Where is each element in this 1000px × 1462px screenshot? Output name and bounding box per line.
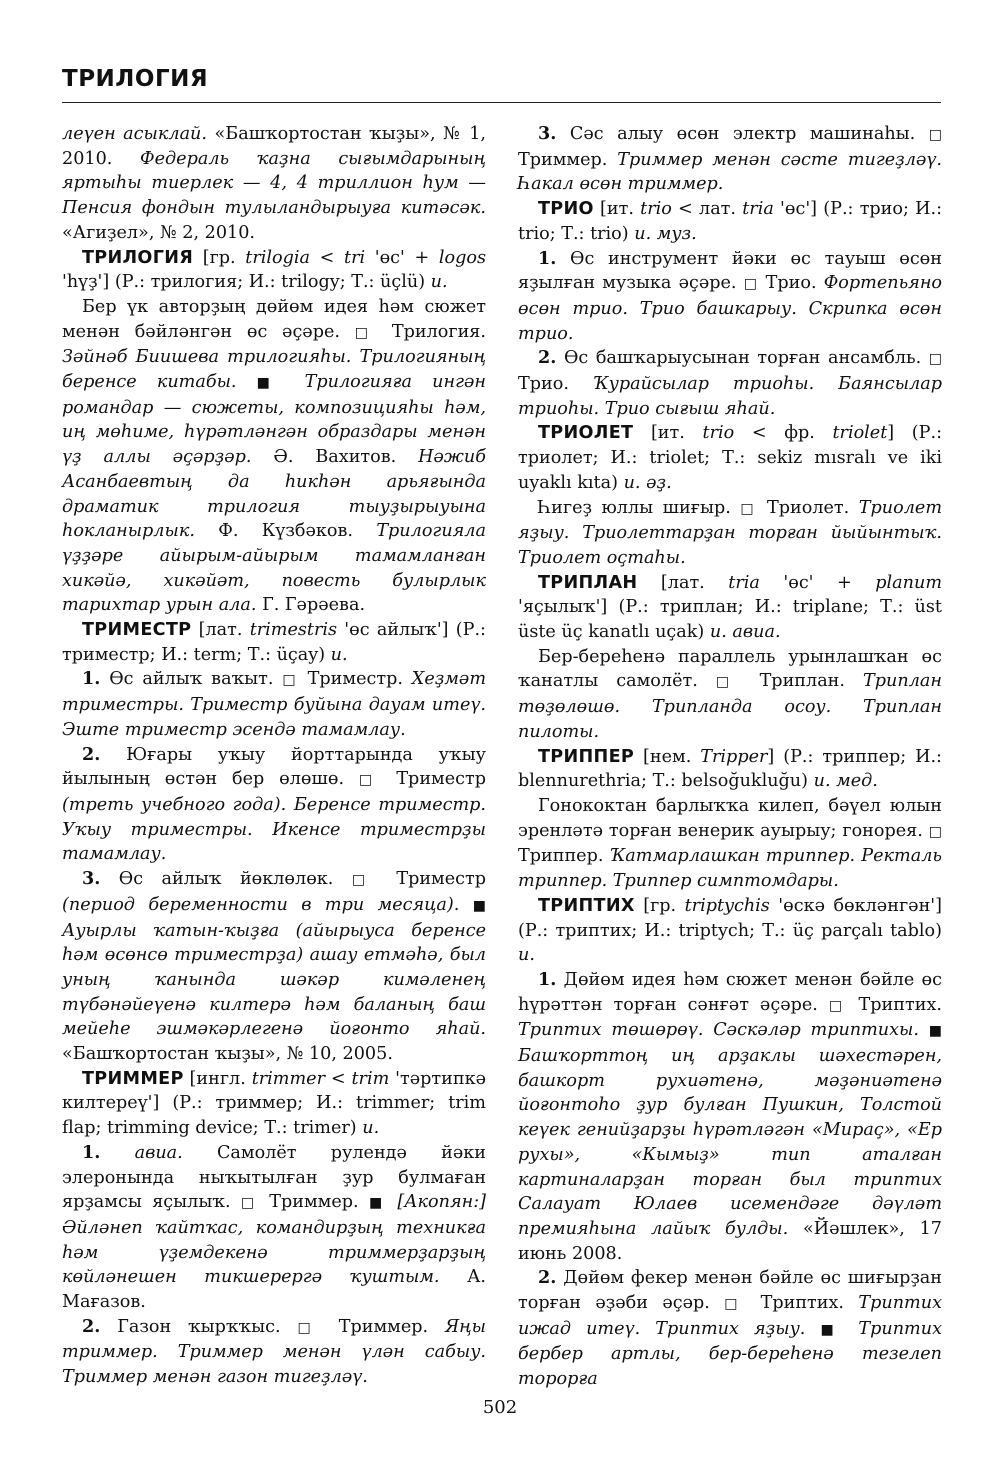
text-run: Г. Гәрәева. xyxy=(262,595,366,616)
text-run: А. Мағазов. xyxy=(62,1267,486,1313)
italic-example: и. әҙ. xyxy=(623,472,672,493)
text-run: [нем. xyxy=(634,746,701,767)
italic-example: Триплан төҙөлөшө. Трипланда осоу. Триплан пилоты. xyxy=(518,671,942,742)
left-column xyxy=(62,122,486,1390)
text-run: Триместр xyxy=(377,869,487,890)
definition-paragraph xyxy=(62,295,486,618)
definition-paragraph xyxy=(62,667,486,742)
italic-example: и. xyxy=(430,272,448,293)
headword: ТРИПЛАН xyxy=(538,572,638,593)
italic-example: Триптих төшөрөү. Сәскәләр триптихы. xyxy=(518,1020,929,1041)
italic-example: Триптих ижад итеү. Триптих яҙыу. xyxy=(518,1293,942,1339)
definition-paragraph xyxy=(518,247,942,347)
text-run: Самолёт рулендә йәки элеронында ныҡытылған ҙур булмаған ярҙамсы яҫылыҡ. xyxy=(62,1142,486,1213)
italic-example: planum xyxy=(875,572,943,593)
headword: ТРИМЕСТР xyxy=(82,620,192,641)
text-run: [лат. xyxy=(637,572,729,593)
filled-square-icon: ■ xyxy=(472,897,486,914)
definition-paragraph xyxy=(518,346,942,421)
text-run: 'һүҙ'] (Р.: трилогия; И.: trilogy; Т.: üçlü) xyxy=(62,272,431,293)
text-run: < фр. xyxy=(734,423,833,444)
running-title: ТРИЛОГИЯ xyxy=(62,66,209,92)
italic-example: Фортепьяно өсөн трио. Трио башкарыу. Скрипка өсөн трио. xyxy=(518,273,942,344)
text-run: Триплан. xyxy=(741,671,864,692)
definition-paragraph xyxy=(518,968,942,1266)
text-run: Триммер. xyxy=(258,1192,369,1213)
italic-example: tria xyxy=(742,199,774,220)
text-run: Триммер. xyxy=(321,1316,445,1337)
text-run: Трилогия. xyxy=(377,321,486,342)
sense-number: 1. xyxy=(82,1141,101,1163)
open-square-icon: □ xyxy=(828,997,848,1014)
open-square-icon: □ xyxy=(928,823,942,840)
italic-example: triptychis xyxy=(684,895,770,916)
italic-example: и. xyxy=(362,1118,380,1139)
open-square-icon: □ xyxy=(358,772,382,789)
italic-example: Трилогияға ингән романдар — сюжеты, композицияһы һәм, иң мөһиме, һүрәтләнгән образдары менән үҙ аллы әҫәрҙәр. xyxy=(62,372,486,468)
dictionary-entry-header xyxy=(518,571,942,645)
sense-number: 3. xyxy=(82,868,101,890)
italic-example: Триптих бербер артлы, бер-береһенә тезелеп торорға xyxy=(518,1318,942,1390)
definition-paragraph xyxy=(62,1315,486,1390)
text-run: Триппер. xyxy=(518,846,610,867)
italic-example: trilogia xyxy=(245,247,310,268)
text-run: Өс айлыҡ ваҡыт. xyxy=(100,669,283,690)
italic-example: Триолет яҙыу. Триолеттарҙан торған йыйынтыҡ. Триолет оҫтаһы. xyxy=(518,497,942,568)
italic-example: Хеҙмәт триместры. Триместр буйына дауам итеү. Эште триместр эсендә тамамлау. xyxy=(62,669,487,740)
text-run: Триместр. xyxy=(298,669,412,690)
sense-number: 1. xyxy=(538,968,557,990)
text-run: 'тәртипкә килтереү'] (Р.: триммер; И.: trimmer; trim flap; trimming device; Т.: trimer) xyxy=(62,1068,486,1139)
italic-example: Ҡурайсылар триоһы. Баянсылар триоһы. Трио сығыш яһай. xyxy=(518,374,942,419)
text-run: ] (Р.: триолет; И.: triolet; Т.: sekiz mısralı ve iki uyaklı kıta) xyxy=(518,423,942,493)
italic-example: logos xyxy=(438,247,486,268)
text-run: [лат. xyxy=(191,620,250,641)
open-square-icon: □ xyxy=(240,1195,259,1212)
text-run: Дөйөм фекер менән бәйле өс шиғырҙан торған әҙәби әҫәр. xyxy=(518,1268,942,1314)
text-run: [ит. xyxy=(593,199,641,220)
headword: ТРИПТИХ xyxy=(538,895,635,916)
italic-example: Федераль ҡаҙна сығымдарының яртыһы тиерлек — 4, 4 триллион һум — Пенсия фондын тулыландырыуға китәсәк. xyxy=(62,148,487,219)
sense-number: 2. xyxy=(82,743,101,765)
text-run xyxy=(100,1143,134,1163)
italic-example: Триммер менән сәсте тигеҙләү. Һакал өсөн триммер. xyxy=(518,149,942,195)
headword: ТРИЛОГИЯ xyxy=(82,247,194,268)
text-run: 'өс' + xyxy=(759,572,876,593)
text-run: < xyxy=(310,247,345,268)
open-square-icon: □ xyxy=(724,1296,747,1313)
italic-example: (треть учебного года). Беренсе триместр. Уҡыу триместры. Икенсе триместрҙы тамамлау. xyxy=(62,794,486,865)
dictionary-entry-header xyxy=(62,1067,486,1141)
dictionary-entry-header xyxy=(518,894,942,968)
text-run: 'яҫылыҡ'] (Р.: триплан; И.: triplane; Т.: üst üste üç kanatlı uçak) xyxy=(518,597,942,643)
sense-number: 3. xyxy=(538,123,557,144)
italic-example: trim xyxy=(351,1068,390,1089)
text-run: Триместр xyxy=(381,769,486,790)
text-run: Өс башҡарыусынан торған ансамбль. xyxy=(556,348,929,369)
italic-example: Tripper xyxy=(700,746,768,767)
text-run: 'өс'] (Р.: трио; И.: trio; Т.: trio) xyxy=(518,199,943,244)
text-run: [ингл. xyxy=(183,1068,252,1089)
open-square-icon: □ xyxy=(740,500,758,517)
sense-number: 1. xyxy=(538,247,557,269)
page-number: 502 xyxy=(482,1397,518,1418)
definition-paragraph xyxy=(518,122,942,197)
text-run: Триммер. xyxy=(518,149,618,170)
text-run: < лат. xyxy=(671,199,743,220)
sense-number: 2. xyxy=(82,1315,101,1337)
text-run: 'өс' + xyxy=(365,247,439,268)
italic-example: trio xyxy=(640,199,672,220)
text-run: Триптих. xyxy=(847,994,942,1015)
text-run: [гр. xyxy=(634,895,685,916)
text-run: < xyxy=(325,1068,352,1089)
open-square-icon: □ xyxy=(297,1319,322,1336)
text-run: 'өскә бөкләнгән'] (Р.: триптих; И.: triptych; Т.: üç parçalı tablo) xyxy=(518,895,942,941)
definition-paragraph xyxy=(518,645,942,745)
definition-paragraph xyxy=(62,867,486,1067)
right-column xyxy=(518,122,942,1392)
text-run: Өс инструмент йәки өс тауыш өсөн яҙылған музыка әҫәре. xyxy=(518,248,942,294)
italic-example: trio xyxy=(702,423,735,444)
dictionary-entry-header xyxy=(62,246,486,295)
italic-example: trimestris xyxy=(249,620,338,641)
dictionary-entry-header xyxy=(518,745,942,794)
definition-paragraph xyxy=(518,1266,942,1392)
italic-example: Нәжиб Асанбаевтың да һикһән арьяғында драматик трилогия тыуҙырыуына һокланырлык. xyxy=(62,447,486,542)
italic-example: и. авиа. xyxy=(709,622,781,643)
italic-example: tria xyxy=(728,572,760,593)
sense-number: 2. xyxy=(538,347,557,369)
open-square-icon: □ xyxy=(715,674,742,691)
text-run: «Агиҙел», № 2, 2010. xyxy=(62,222,255,243)
filled-square-icon: ■ xyxy=(256,375,285,392)
text-run: Газон ҡырҡҡыс. xyxy=(100,1316,298,1337)
italic-example: triolet xyxy=(832,423,888,444)
dictionary-entry-header xyxy=(62,618,486,667)
italic-example: и. мед. xyxy=(813,771,878,792)
text-run: 'өс айлыҡ'] (Р.: триместр; И.: term; Т.: üçay) xyxy=(62,620,486,665)
sense-number: 2. xyxy=(538,1267,557,1289)
dictionary-entry-header xyxy=(518,421,942,495)
open-square-icon: □ xyxy=(928,351,942,368)
text-run: Бер үк авторҙың дөйөм идея һәм сюжет менән бәйләнгән өс әҫәре. xyxy=(62,296,486,342)
definition-paragraph xyxy=(518,496,942,571)
text-run: [ит. xyxy=(633,423,703,444)
italic-example: и. xyxy=(330,644,348,665)
text-run: Триптих. xyxy=(746,1293,859,1314)
headword: ТРИО xyxy=(538,199,594,220)
text-run: Гонококтан барлыҡҡа килеп, бәүел юлын эренләтә торған венерик ауырыу; гонорея. xyxy=(518,795,942,841)
italic-example: Ҡатмарлашкан триппер. Ректаль триппер. Триппер симптомдары. xyxy=(518,846,942,892)
headword: ТРИОЛЕТ xyxy=(538,423,634,444)
text-run: Һигеҙ юллы шиғыр. xyxy=(538,497,741,518)
filled-square-icon: ■ xyxy=(369,1195,387,1212)
text-run: Трио. xyxy=(758,273,824,294)
italic-example: tri xyxy=(344,247,366,268)
text-run: [гр. xyxy=(193,247,246,268)
filled-square-icon: ■ xyxy=(820,1321,844,1338)
text-run: Ә. Вахитов. xyxy=(273,447,419,468)
text-run: Трио. xyxy=(518,374,593,395)
text-run: Ф. Күзбәков. xyxy=(218,521,377,542)
text-run: Юғары уҡыу йорттарында уҡыу йылының өстән бер өлөшө. xyxy=(62,744,486,790)
text-run: «Башҡортостан ҡыҙы», № 1, 2010. xyxy=(62,124,487,169)
text-run: «Йәшлек», 17 июнь 2008. xyxy=(518,1218,943,1264)
italic-example: авиа. xyxy=(134,1142,183,1163)
header-rule xyxy=(62,102,941,103)
text-run: «Башҡортостан ҡыҙы», № 10, 2005. xyxy=(62,1044,393,1065)
text-run: Триолет. xyxy=(757,497,859,518)
dictionary-entry-header xyxy=(518,197,942,246)
continued-text xyxy=(62,122,486,246)
text-run: Дөйөм идея һәм сюжет менән бәйле өс һүрәттән торған сәнғәт әҫәре. xyxy=(518,969,942,1015)
filled-square-icon: ■ xyxy=(928,1023,942,1040)
open-square-icon: □ xyxy=(351,872,378,889)
text-run: Бер-береһенә параллель урынлашҡан өс ҡанатлы самолёт. xyxy=(518,646,942,692)
italic-example: Яңы триммер. Триммер менән үлән сабыу. Триммер менән газон тигеҙләү. xyxy=(62,1316,487,1388)
italic-example: и. муз. xyxy=(634,223,697,244)
open-square-icon: □ xyxy=(354,324,378,341)
italic-example: trimmer xyxy=(251,1068,325,1089)
sense-number: 1. xyxy=(82,668,101,690)
open-square-icon: □ xyxy=(928,127,942,143)
italic-example: [Акопян:] Әйләнеп ҡайтҡас, командирҙың техникға һәм үҙемдекенә триммерҙарҙың көйләнешен тикшерергә ҡуштым. xyxy=(62,1192,487,1288)
definition-paragraph xyxy=(62,743,486,868)
headword: ТРИММЕР xyxy=(82,1068,184,1089)
definition-paragraph xyxy=(518,794,942,894)
italic-example: леүен асыклай. xyxy=(62,124,215,144)
open-square-icon: □ xyxy=(743,276,759,293)
italic-example: и. xyxy=(518,945,535,966)
open-square-icon: □ xyxy=(282,672,299,689)
italic-example: (период беременности в три месяца). xyxy=(62,894,473,915)
text-run: Сәс алыу өсөн электр машинаһы. xyxy=(556,124,929,144)
italic-example: Башҡорттоң иң арҙаклы шәхестәрен, башкорт рухиәтенә, мәҙәниәтенә йоғонтоһо ҙур булған Пушкин, Толстой кеүек генийҙарҙы һүрәтләгән «Мираҫ», «Ер рухы», «Кымыҙ» тип аталған картиналарҙан торған был триптих Салауат Юлаев исемендәге дәүләт премияһына лайыҡ булды. xyxy=(518,1046,942,1239)
text-run: ] (Р.: триппер; И.: blennurethria; Т.: belsoğukluğu) xyxy=(518,746,942,792)
headword: ТРИППЕР xyxy=(538,746,635,767)
italic-example: Ауырлы ҡатын-ҡыҙға (айырыуса беренсе һәм өсөнсө триместрҙа) ашау етмәһә, был уның ҡанында шәкәр кимәленең түбәнәйеүенә килтерә һәм баланың баш мейеһе эшмәкәрлегенә йоғонто яһай. xyxy=(62,920,486,1040)
italic-example: Трилогияла үҙҙәре айырым-айырым тамамланған хикәйә, хикәйәт, повесть булырлык тарихтар урын ала. xyxy=(62,521,486,616)
text-run: Өс айлыҡ йөклөлөк. xyxy=(100,869,352,890)
definition-paragraph xyxy=(62,1141,486,1315)
italic-example: Зәйнәб Биишева трилогияһы. Трилогияның беренсе китабы. xyxy=(62,347,486,393)
